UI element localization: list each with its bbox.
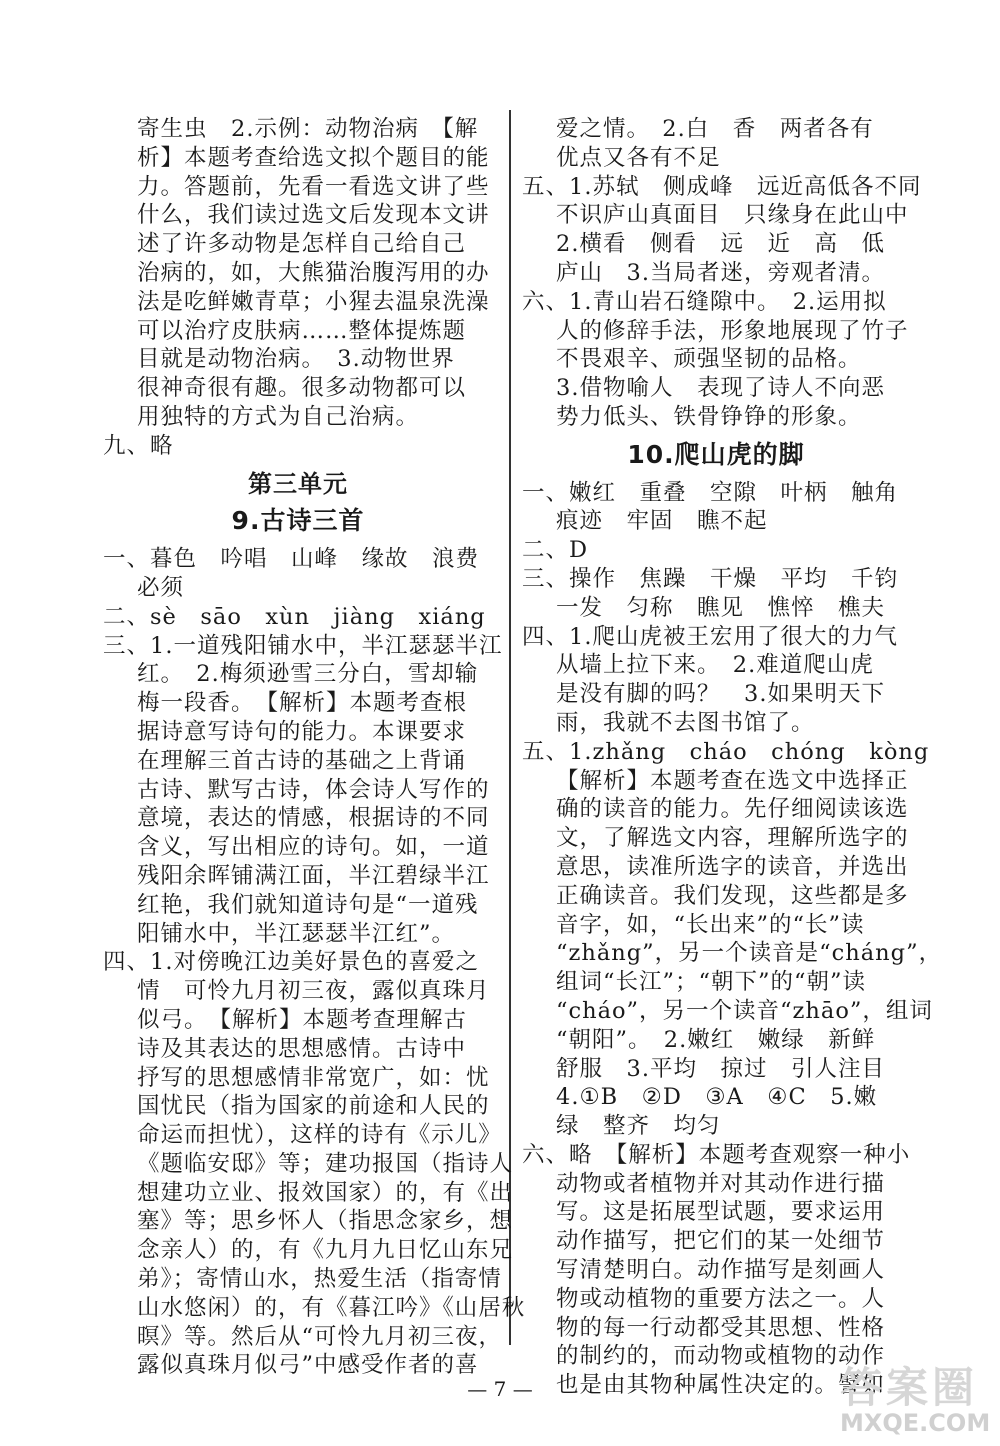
text-line: 的制约的，而动物或植物的动作	[556, 1343, 886, 1370]
text-line: 正确读音。我们发现，这些都是多	[556, 882, 909, 909]
text-line: 势力低头、铁骨铮铮的形象。	[556, 403, 862, 430]
text-line: 五、1.zhǎng cháo chóng kòng	[522, 738, 930, 765]
text-line: 塞》等；思乡怀人（指思念家乡，想	[137, 1208, 514, 1235]
text-line: 4.①B ②D ③A ④C 5.嫩	[556, 1084, 878, 1111]
left-column	[103, 115, 526, 1380]
text-line: 诗及其表达的思想感情。古诗中	[137, 1035, 467, 1062]
text-line: 不畏艰辛、顽强坚韧的品格。	[556, 346, 862, 373]
watermark-top-text: 答案圈	[840, 1363, 979, 1412]
text-line: 目就是动物治病。 3.动物世界	[137, 346, 455, 373]
text-line: 痕迹 牢固 瞧不起	[556, 508, 768, 535]
text-line: 四、1.对傍晚江边美好景色的喜爱之	[103, 949, 479, 976]
text-line: 三、操作 焦躁 干燥 平均 千钧	[522, 565, 899, 592]
text-line: 人的修辞手法，形象地展现了竹子	[556, 317, 909, 344]
text-line: 似弓。 【解析】本题考查理解古	[137, 1006, 468, 1033]
text-line: 五、1.苏轼 侧成峰 远近高低各不同	[522, 173, 922, 200]
watermark-logo	[840, 1363, 991, 1438]
text-line: 阳铺水中，半江瑟瑟半江红”。	[137, 920, 456, 947]
text-line: 音字，如，“长出来”的“长”读	[556, 911, 865, 938]
text-line: “cháo”，另一个读音“zhāo”，组词	[556, 997, 933, 1024]
text-line: 山水悠闲）的，有《暮江吟》《山居秋	[137, 1294, 526, 1321]
text-line: 物或动植物的重要方法之一。人	[556, 1285, 886, 1312]
text-line: 据诗意写诗句的能力。本课要求	[137, 718, 467, 745]
text-line: 述了许多动物是怎样自己给自己	[137, 231, 467, 258]
text-line: 力。答题前，先看一看选文讲了些	[137, 173, 490, 200]
text-line: 意思，读准所选字的读音，并选出	[556, 853, 909, 880]
page-number: — 7 —	[467, 1377, 533, 1401]
text-line: 二、sè sāo xùn jiàng xiáng	[103, 603, 486, 630]
text-line: 念亲人）的，有《九月九日忆山东兄	[137, 1237, 514, 1264]
text-line: 也是由其物种属性决定的。譬如	[556, 1372, 886, 1399]
text-line: 【解析】本题考查在选文中选择正	[556, 767, 909, 794]
text-line: 弟》；寄情山水，热爱生活（指寄情	[137, 1266, 502, 1293]
text-line: 雨，我就不去图书馆了。	[556, 709, 815, 736]
text-line: 露似真珠月似弓”中感受作者的喜	[137, 1352, 479, 1379]
watermark-bottom-text: MXQE.COM	[840, 1409, 991, 1437]
text-line: 优点又各有不足	[556, 144, 721, 171]
text-line: 暝》等。然后从“可怜九月初三夜，	[137, 1323, 503, 1350]
text-line: 情 可怜九月初三夜，露似真珠月	[137, 978, 490, 1005]
text-line: 二、D	[522, 537, 589, 564]
text-line: 在理解三首古诗的基础之上背诵	[137, 747, 467, 774]
text-line: 残阳余晖铺满江面，半江碧绿半江	[137, 862, 490, 889]
text-line: “朝阳”。 2.嫩红 嫩绿 新鲜	[556, 1026, 876, 1053]
text-line: 2.横看 侧看 远 近 高 低	[556, 231, 885, 258]
text-line: 梅一段香。 【解析】本题考查根	[137, 690, 468, 717]
text-line: 组词“长江”；“朝下”的“朝”读	[556, 969, 867, 996]
text-line: 红。 2.梅须逊雪三分白，雪却输	[137, 661, 479, 688]
text-line: 必须	[137, 574, 185, 601]
text-line: 抒写的思想感情非常宽广，如：忧	[137, 1064, 490, 1091]
text-line: 九、略	[103, 432, 174, 459]
section-heading: 10.爬山虎的脚	[627, 439, 805, 469]
text-line: “zhǎng”，另一个读音是“cháng”，	[556, 940, 943, 967]
text-line: 寄生虫 2.示例：动物治病 【解	[137, 116, 479, 142]
text-line: 确的读音的能力。先仔细阅读该选	[556, 796, 909, 823]
text-line: 六、1.青山岩石缝隙中。 2.运用拟	[522, 288, 887, 315]
spacer	[103, 461, 493, 470]
text-line: 析】本题考查给选文拟个题目的能	[137, 144, 490, 171]
text-line: 什么，我们读过选文后发现本文讲	[137, 202, 490, 229]
section-heading: 9.古诗三首	[231, 506, 365, 536]
text-line: 用独特的方式为自己治病。	[137, 403, 420, 430]
text-line: 写清楚明白。动作描写是刻画人	[556, 1257, 886, 1284]
text-line: 动物或者植物并对其动作进行描	[556, 1170, 886, 1197]
text-line: 四、1.爬山虎被王宏用了很大的力气	[522, 623, 898, 650]
text-line: 想建功立业、报效国家）的，有《出	[137, 1179, 514, 1206]
text-line: 文，了解选文内容，理解所选字的	[556, 825, 909, 852]
text-line: 三、1.一道残阳铺水中，半江瑟瑟半江	[103, 632, 503, 659]
text-line: 古诗、默写古诗，体会诗人写作的	[137, 776, 490, 803]
text-line: 绿 整齐 均匀	[556, 1113, 721, 1140]
text-line: 舒服 3.平均 掠过 引人注目	[556, 1055, 885, 1082]
text-line: 爱之情。 2.白 香 两者各有	[556, 116, 874, 142]
text-line: 可以治疗皮肤病……整体提炼题	[137, 317, 467, 344]
text-line: 物的每一行动都受其思想、性格	[556, 1314, 886, 1341]
text-line: 很神奇很有趣。很多动物都可以	[137, 375, 467, 402]
text-line: 动作描写，把它们的某一处细节	[556, 1228, 886, 1255]
text-line: 命运而担忧），这样的诗有《示儿》	[137, 1122, 502, 1149]
text-line: 一、暮色 吟唱 山峰 缘故 浪费	[103, 546, 480, 573]
text-line: 庐山 3.当局者迷，旁观者清。	[556, 259, 885, 286]
spacer	[522, 470, 910, 479]
text-line: 红艳，我们就知道诗句是“一道残	[137, 891, 479, 918]
text-line: 不识庐山真面目 只缘身在此山中	[556, 202, 909, 229]
text-line: 法是吃鲜嫩青草；小猩去温泉洗澡	[137, 288, 490, 315]
section-heading: 第三单元	[248, 469, 348, 498]
text-line: 是没有脚的吗？ 3.如果明天下	[556, 681, 885, 708]
text-line: 一发 匀称 瞧见 憔悴 樵夫	[556, 594, 886, 621]
text-line: 写。这是拓展型试题，要求运用	[556, 1199, 886, 1226]
text-line: 《题临安邸》等；建功报国（指诗人	[137, 1150, 514, 1177]
text-line: 六、略 【解析】本题考查观察一种小	[522, 1141, 911, 1168]
text-line: 含义，写出相应的诗句。如，一道	[137, 834, 490, 861]
text-line: 从墙上拉下来。 2.难道爬山虎	[556, 652, 874, 679]
spacer	[103, 536, 493, 545]
text-line: 意境，表达的情感，根据诗的不同	[137, 805, 490, 832]
text-line: 一、嫩红 重叠 空隙 叶柄 触角	[522, 479, 899, 506]
text-line: 3.借物喻人 表现了诗人不向恶	[556, 375, 885, 402]
text-line: 国忧民（指为国家的前途和人民的	[137, 1093, 490, 1120]
text-line: 治病的，如，大熊猫治腹泻用的办	[137, 259, 490, 286]
